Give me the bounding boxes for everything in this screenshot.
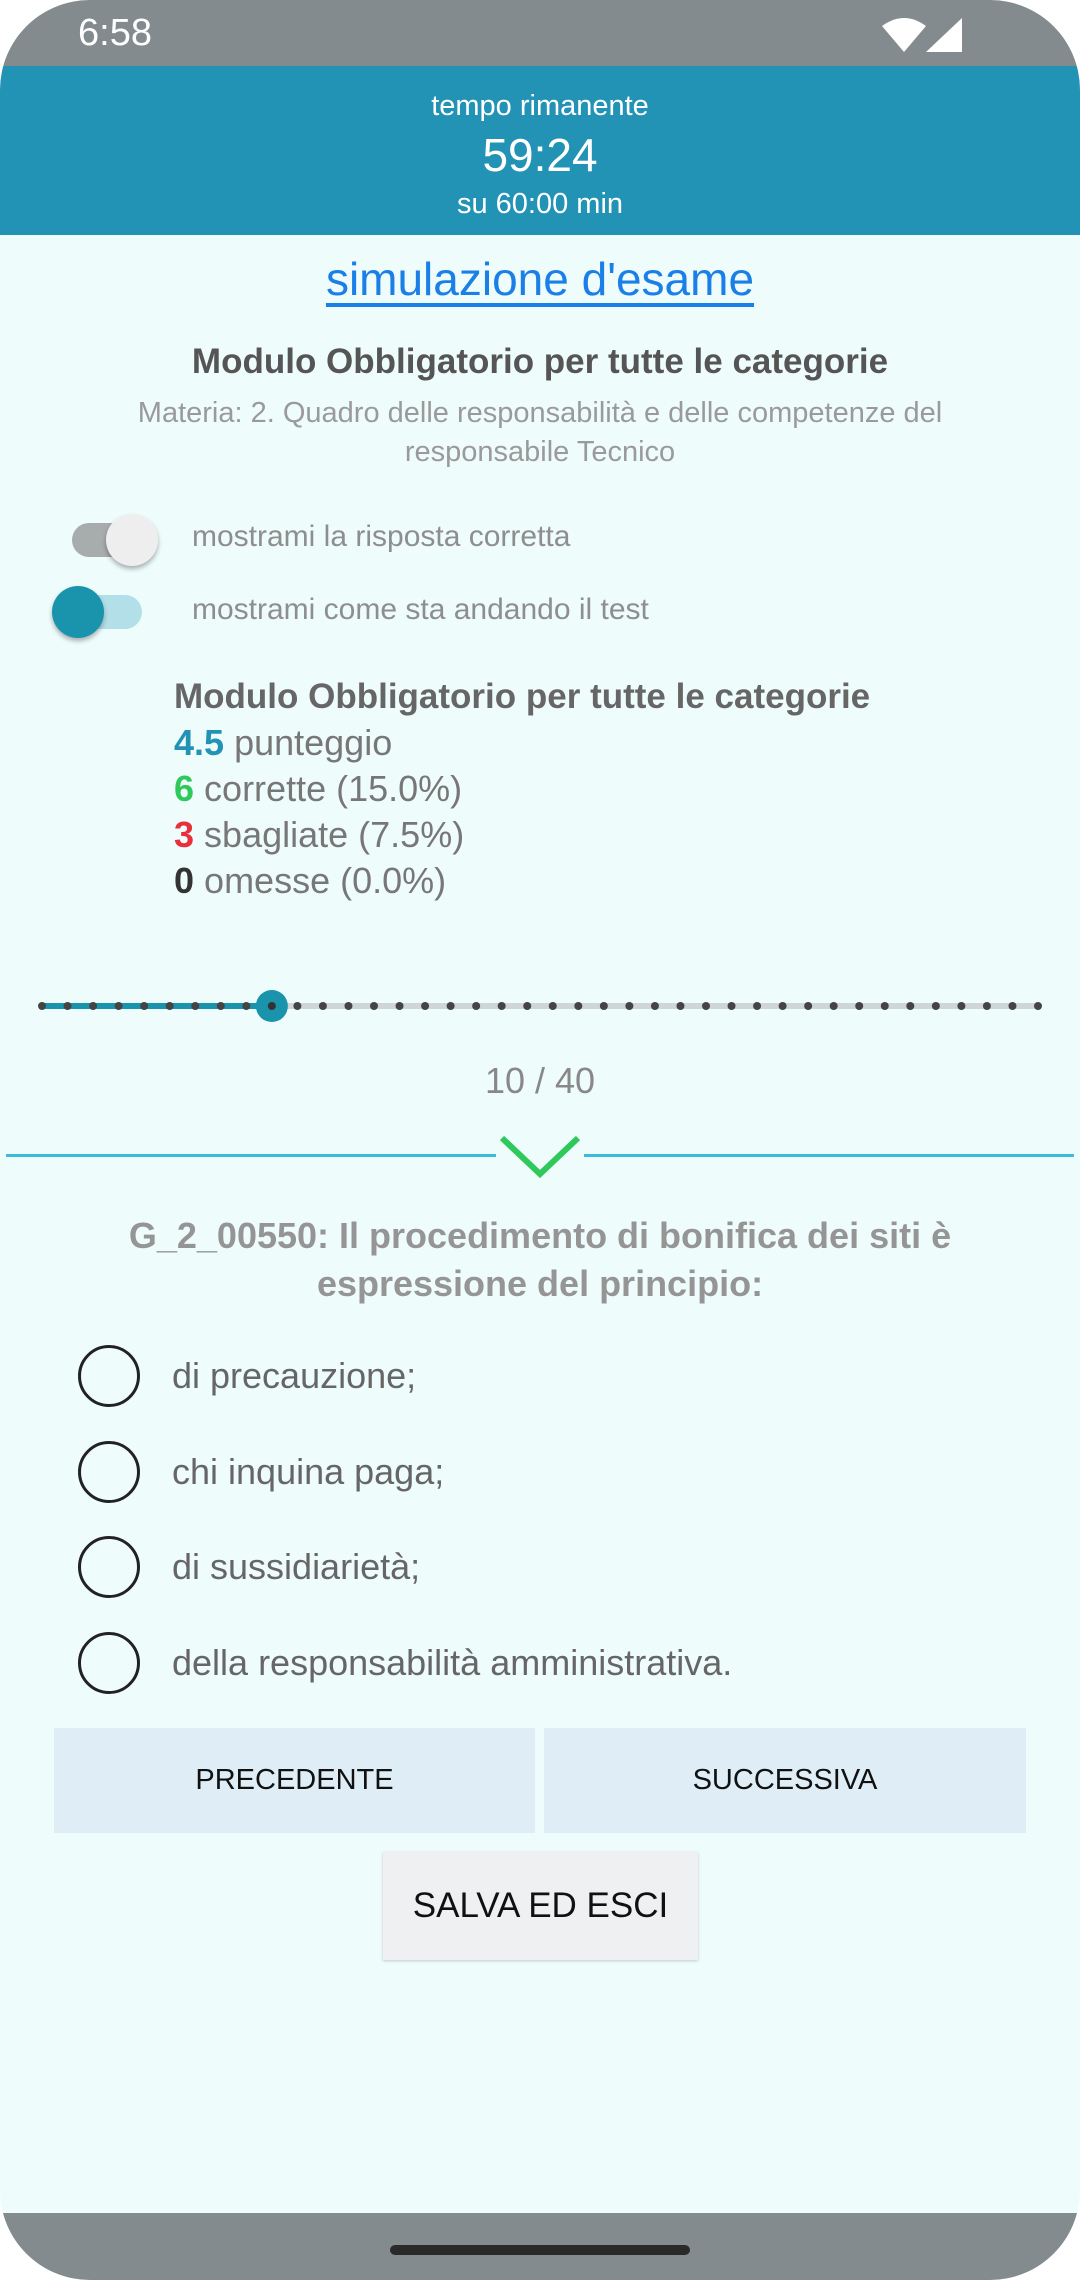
option-label: di precauzione; [172, 1355, 417, 1396]
radio-button[interactable] [78, 1536, 140, 1598]
slider-tick [38, 1002, 46, 1010]
answer-option[interactable] [78, 1335, 1038, 1415]
slider-tick [421, 1002, 429, 1010]
slider-tick [600, 1002, 608, 1010]
question-position: 10 / 40 [484, 1060, 596, 1101]
slider-tick [472, 1002, 480, 1010]
toggle-thumb [106, 514, 158, 566]
page-title-link[interactable]: simulazione d'esame [325, 253, 755, 305]
option-label: della responsabilità amministrativa. [172, 1642, 733, 1683]
navigation-bar [0, 2213, 1080, 2280]
toggle-show-progress[interactable] [50, 578, 170, 638]
slider-tick [115, 1002, 123, 1010]
timer-label: tempo rimanente [431, 90, 649, 122]
slider-tick [64, 1002, 72, 1010]
signal-icon [926, 18, 962, 52]
slider-tick [1034, 1002, 1042, 1010]
slider-tick [676, 1002, 684, 1010]
stats-heading: Modulo Obbligatorio per tutte le categorie [174, 677, 871, 716]
answer-option[interactable] [78, 1622, 1038, 1702]
toggle-show-correct-label: mostrami la risposta corretta [192, 520, 571, 553]
slider-tick [447, 1002, 455, 1010]
slider-tick [268, 1002, 276, 1010]
slider-tick [753, 1002, 761, 1010]
slider-tick [804, 1002, 812, 1010]
correct-value: 6 [174, 768, 195, 809]
stats-panel [174, 674, 870, 904]
slider-tick [651, 1002, 659, 1010]
answer-option[interactable] [78, 1431, 1038, 1511]
toggle-show-progress-label: mostrami come sta andando il test [192, 593, 649, 626]
slider-tick [932, 1002, 940, 1010]
chevron-down-icon[interactable] [498, 1132, 582, 1180]
next-button[interactable]: SUCCESSIVA [544, 1728, 1026, 1833]
omitted-label: omesse (0.0%) [204, 860, 447, 901]
slider-tick [549, 1002, 557, 1010]
slider-tick [396, 1002, 404, 1010]
slider-tick [779, 1002, 787, 1010]
option-label: di sussidiarietà; [172, 1546, 421, 1587]
radio-button[interactable] [78, 1345, 140, 1407]
slider-tick [625, 1002, 633, 1010]
slider-tick [319, 1002, 327, 1010]
stat-wrong [174, 812, 870, 858]
slider-tick [523, 1002, 531, 1010]
question-slider[interactable] [0, 980, 1080, 1030]
stat-correct [174, 766, 870, 812]
radio-button[interactable] [78, 1441, 140, 1503]
score-label: punteggio [234, 722, 393, 763]
slider-tick [498, 1002, 506, 1010]
toggle-thumb [52, 586, 104, 638]
slider-tick [702, 1002, 710, 1010]
slider-tick [344, 1002, 352, 1010]
stat-omitted [174, 858, 870, 904]
slider-tick [293, 1002, 301, 1010]
slider-tick [1008, 1002, 1016, 1010]
timer-total: su 60:00 min [456, 188, 624, 220]
wifi-icon [882, 18, 926, 52]
previous-button[interactable]: PRECEDENTE [54, 1728, 535, 1833]
slider-tick [983, 1002, 991, 1010]
score-value: 4.5 [174, 722, 225, 763]
answer-option[interactable] [78, 1526, 1038, 1606]
slider-tick [957, 1002, 965, 1010]
slider-tick [855, 1002, 863, 1010]
slider-tick [881, 1002, 889, 1010]
divider [6, 1154, 496, 1157]
slider-tick [370, 1002, 378, 1010]
clock: 6:58 [78, 12, 152, 54]
toggle-show-correct[interactable] [50, 506, 170, 566]
slider-tick [830, 1002, 838, 1010]
slider-tick [242, 1002, 250, 1010]
save-and-exit-button[interactable]: SALVA ED ESCI [383, 1852, 698, 1960]
timer-header [0, 66, 1080, 235]
slider-tick [89, 1002, 97, 1010]
home-handle[interactable] [390, 2245, 690, 2255]
module-subject: Materia: 2. Quadro delle responsabilità e delle competenze del responsabile Tecnico [137, 397, 943, 468]
stat-score [174, 720, 870, 766]
omitted-value: 0 [174, 860, 195, 901]
wrong-value: 3 [174, 814, 195, 855]
radio-button[interactable] [78, 1632, 140, 1694]
wrong-label: sbagliate (7.5%) [204, 814, 465, 855]
slider-tick [140, 1002, 148, 1010]
divider [584, 1154, 1074, 1157]
slider-tick [166, 1002, 174, 1010]
slider-tick [574, 1002, 582, 1010]
slider-tick [728, 1002, 736, 1010]
status-bar [0, 0, 1080, 66]
option-label: chi inquina paga; [172, 1451, 445, 1492]
question-text: G_2_00550: Il procedimento di bonifica dei siti è espressione del principio: [128, 1215, 952, 1304]
slider-tick [191, 1002, 199, 1010]
correct-label: corrette (15.0%) [204, 768, 463, 809]
slider-tick [906, 1002, 914, 1010]
module-title: Modulo Obbligatorio per tutte le categorie [191, 342, 889, 381]
timer-remaining: 59:24 [482, 129, 598, 181]
slider-tick [217, 1002, 225, 1010]
